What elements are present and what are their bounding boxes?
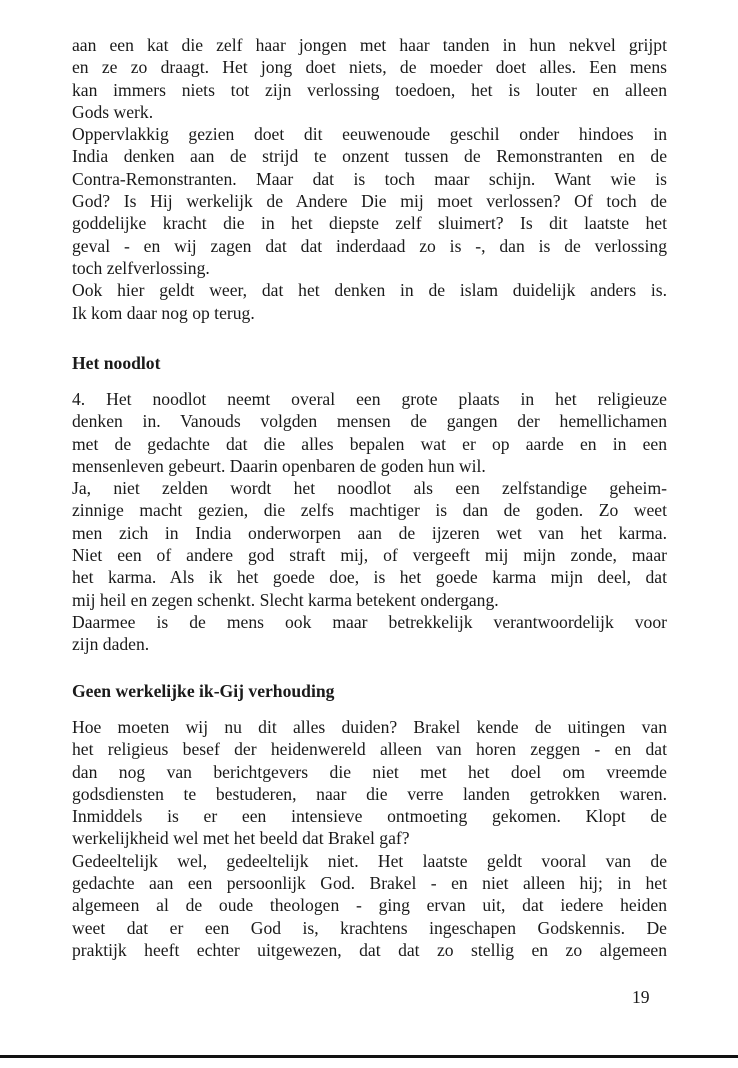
text-line: Gods werk. (72, 101, 154, 122)
section-heading-ik-gij: Geen werkelijke ik-Gij verhouding (72, 681, 335, 701)
text-line: India denken aan de strijd te onzent tussen de Remonstranten en de (72, 146, 667, 167)
text-line: Ja, niet zelden wordt het noodlot als een zelfstandige geheim- (72, 478, 667, 499)
text-line: dan nog van berichtgevers die niet met het doel om vreemde (72, 761, 667, 782)
text-line: Daarmee is de mens ook maar betrekkelijk verantwoordelijk voor (72, 611, 667, 632)
page-number: 19 (632, 987, 650, 1007)
text-line: Ik kom daar nog op terug. (72, 302, 255, 323)
section-noodlot (72, 388, 667, 656)
text-line: men zich in India onderworpen aan de ijzeren wet van het karma. (72, 522, 667, 543)
text-line: mij heil en zegen schenkt. Slecht karma betekent ondergang. (72, 589, 499, 610)
text-line: denken in. Vanouds volgden mensen de gangen der hemellichamen (72, 411, 667, 432)
text-line: goddelijke kracht die in het diepste zelf sluimert? Is dit laatste het (72, 213, 667, 234)
section-ik-gij (72, 716, 667, 961)
text-line: mensenleven gebeurt. Daarin openbaren de goden hun wil. (72, 455, 486, 476)
text-line: Hoe moeten wij nu dit alles duiden? Brakel kende de uitingen van (72, 717, 667, 737)
text-line: en ze zo draagt. Het jong doet niets, de moeder doet alles. Een mens (72, 57, 667, 78)
text-line: Inmiddels is er een intensieve ontmoeting gekomen. Klopt de (72, 806, 667, 827)
text-line: geval - en wij zagen dat dat inderdaad zo is -, dan is de verlossing (72, 235, 667, 256)
text-line: Gedeeltelijk wel, gedeeltelijk niet. Het laatste geldt vooral van de (72, 850, 667, 871)
text-line: algemeen al de oude theologen - ging ervan uit, dat iedere heiden (72, 895, 667, 916)
text-line: weet dat er een God is, krachtens ingeschapen Godskennis. De (72, 917, 667, 938)
text-line: Niet een of andere god straft mij, of vergeeft mij mijn zonde, maar (72, 545, 667, 566)
text-line: zinnige macht gezien, die zelfs machtiger is dan de goden. Zo weet (72, 500, 667, 521)
text-line: met de gedachte dat die alles bepalen wat er op aarde en in een (72, 433, 667, 454)
text-line: Ook hier geldt weer, dat het denken in de islam duidelijk anders is. (72, 280, 667, 301)
section-intro (72, 34, 667, 324)
text-line: aan een kat die zelf haar jongen met haar tanden in hun nekvel grijpt (72, 35, 667, 55)
text-line: godsdiensten te bestuderen, naar die verre landen getrokken waren. (72, 783, 667, 804)
text-line: kan immers niets tot zijn verlossing toedoen, het is louter en alleen (72, 79, 667, 100)
text-line: Oppervlakkig gezien doet dit eeuwenoude geschil onder hindoes in (72, 124, 667, 145)
bottom-rule (0, 1055, 738, 1058)
text-line: 4. Het noodlot neemt overal een grote plaats in het religieuze (72, 389, 667, 409)
section-heading-noodlot: Het noodlot (72, 353, 161, 373)
text-line: gedachte aan een persoonlijk God. Brakel - en niet alleen hij; in het (72, 873, 667, 894)
text-line: het religieus besef der heidenwereld alleen van horen zeggen - en dat (72, 739, 667, 760)
text-line: werkelijkheid wel met het beeld dat Brakel gaf? (72, 828, 410, 849)
text-line: toch zelfverlossing. (72, 257, 210, 278)
text-line: zijn daden. (72, 634, 150, 655)
text-line: praktijk heeft echter uitgewezen, dat dat zo stellig en zo algemeen (72, 939, 667, 960)
text-line: God? Is Hij werkelijk de Andere Die mij moet verlossen? Of toch de (72, 191, 667, 212)
text-line: Contra-Remonstranten. Maar dat is toch maar schijn. Want wie is (72, 168, 667, 189)
text-line: het karma. Als ik het goede doe, is het goede karma mijn deel, dat (72, 567, 667, 588)
